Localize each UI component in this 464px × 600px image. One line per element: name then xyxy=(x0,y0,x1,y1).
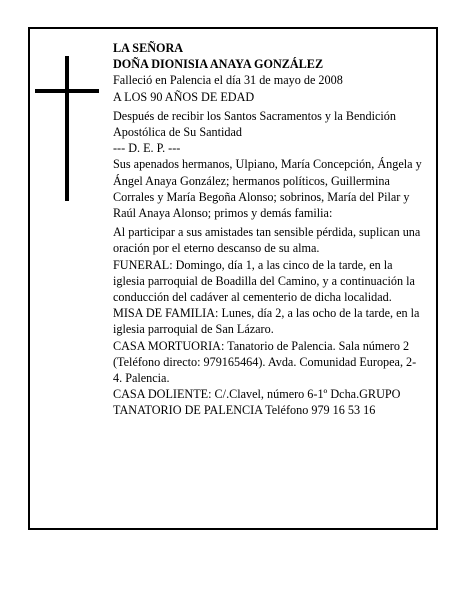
cross-icon xyxy=(35,56,99,201)
title-line-1: LA SEÑORA xyxy=(113,41,184,55)
cross-horizontal-bar xyxy=(35,89,99,93)
obituary-text xyxy=(113,40,423,419)
death-statement: Falleció en Palencia el día 31 de mayo de 2008 xyxy=(113,73,343,88)
cross-vertical-bar xyxy=(65,56,69,201)
age-statement: A LOS 90 AÑOS DE EDAD xyxy=(113,89,255,104)
rip-line: --- D. E. P. --- xyxy=(113,141,181,156)
mourning-house-info: CASA DOLIENTE: C/.Clavel, número 6-1º Dcha.GRUPO TANATORIO DE PALENCIA Teléfono 979 16 53 16 xyxy=(113,387,401,418)
sacraments-statement: Después de recibir los Santos Sacramentos y la Bendición Apostólica de Su Santidad xyxy=(113,108,396,140)
funeral-info: FUNERAL: Domingo, día 1, a las cinco de la tarde, en la iglesia parroquial de Boadilla del Camino, y a continuación la conducción del cadáver al cementerio de dicha localidad. xyxy=(113,257,415,305)
family-mass-info: MISA DE FAMILIA: Lunes, día 2, a las ocho de la tarde, en la iglesia parroquial de San Lázaro. xyxy=(113,306,420,337)
mortuary-info: CASA MORTUORIA: Tanatorio de Palencia. Sala número 2 (Teléfono directo: 979165464). Avda. Comunidad Europea, 2-4. Palencia. xyxy=(113,338,417,386)
family-statement: Sus apenados hermanos, Ulpiano, María Concepción, Ángela y Ángel Anaya González; hermanos políticos, Guillermina Corrales y María Begoña Alonso; sobrinos, María del Pilar y Raúl Anaya Alonso; primos y demás familia: xyxy=(113,157,422,221)
prayer-request: Al participar a sus amistades tan sensible pérdida, suplican una oración por el eterno descanso de su alma. xyxy=(113,225,421,256)
deceased-name: DOÑA DIONISIA ANAYA GONZÁLEZ xyxy=(113,57,324,72)
